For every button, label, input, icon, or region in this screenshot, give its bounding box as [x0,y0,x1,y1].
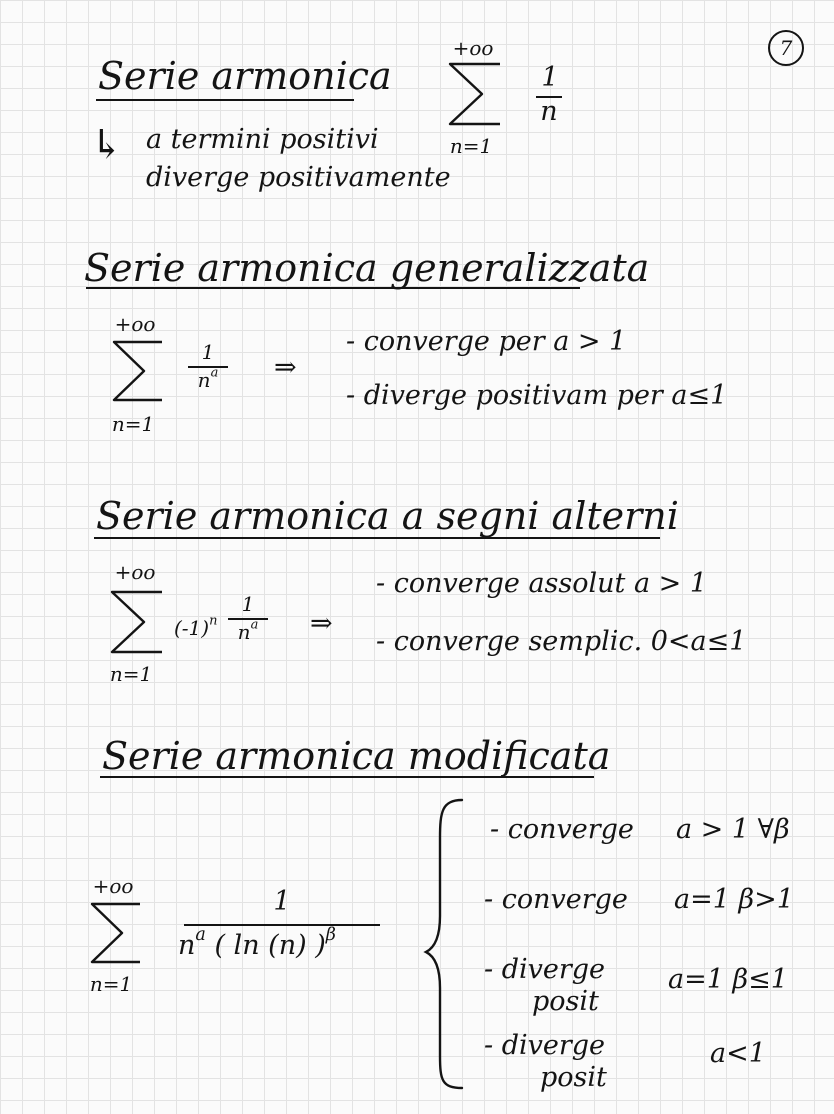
denominator-base: n [197,368,211,392]
sum-lower-limit: n=1 [109,662,153,686]
sigma-icon [108,590,164,654]
section-title: Serie armonica [98,54,392,98]
sum-upper-limit: +oo [114,560,156,584]
section-title: Serie armonica generalizzata [84,246,650,290]
fraction-numerator: 1 [541,62,559,93]
curly-brace-icon [424,798,464,1090]
note-line-1: a termini positivi [146,124,379,155]
fraction-denominator [186,365,230,392]
title-underline [96,99,354,101]
case-1-condition: a > 1 ∀β [676,814,790,845]
implies-icon: ⇒ [274,352,297,383]
title-underline [100,776,594,778]
arrow-icon: ↳ [90,122,124,168]
case-converge: - converge per a > 1 [346,326,627,357]
fraction-denominator [226,617,270,644]
note-line-2: diverge positivamente [146,162,451,193]
fraction-numerator: 1 [273,886,291,917]
case-diverge: - diverge positivam per a≤1 [346,380,728,411]
sum-lower-limit: n=1 [111,412,155,436]
case-2-label: - converge [484,884,628,915]
sigma-icon [446,62,502,126]
fraction-numerator: 1 [201,340,215,364]
sum-upper-limit: +oo [92,874,134,898]
title-underline [94,537,660,539]
case-4-label: - diverge [484,1030,606,1061]
sigma-icon [88,902,142,964]
denominator-exponent: a [210,365,219,381]
sum-lower-limit: n=1 [89,972,133,996]
case-1-label: - converge [490,814,634,845]
sum-upper-limit: +oo [452,36,494,60]
case-3-label-continued: posit [532,986,599,1017]
factor-base: (-1) [174,616,210,640]
case-3-label: - diverge [484,954,606,985]
section-title: Serie armonica a segni alterni [96,494,679,538]
sigma-icon [110,340,164,402]
sum-lower-limit: n=1 [449,134,493,158]
case-absolute-convergence: - converge assolut a > 1 [376,568,708,599]
factor-exponent: n [209,613,218,629]
fraction-denominator: n [540,96,558,127]
case-4-label-continued: posit [540,1062,607,1093]
fraction-bar [184,924,380,926]
fraction-numerator: 1 [241,592,255,616]
denominator-log: ( ln (n) ) [214,930,326,961]
page-number-text: 7 [779,36,793,60]
denominator-base: n [237,620,251,644]
title-underline [86,287,580,289]
denominator-exponent: a [250,617,259,633]
case-3-condition: a=1 β≤1 [668,964,788,995]
page-number [768,30,804,66]
denominator-n: n [178,930,196,961]
case-4-condition: a<1 [710,1038,766,1069]
case-2-condition: a=1 β>1 [674,884,794,915]
sum-upper-limit: +oo [114,312,156,336]
section-title: Serie armonica modificata [102,734,611,778]
implies-icon: ⇒ [310,608,333,639]
denominator-log-exponent: β [325,924,336,945]
case-simple-convergence: - converge semplic. 0<a≤1 [376,626,747,657]
fraction-denominator [178,924,336,961]
alternating-factor [174,613,218,640]
denominator-n-exponent: a [195,924,206,945]
